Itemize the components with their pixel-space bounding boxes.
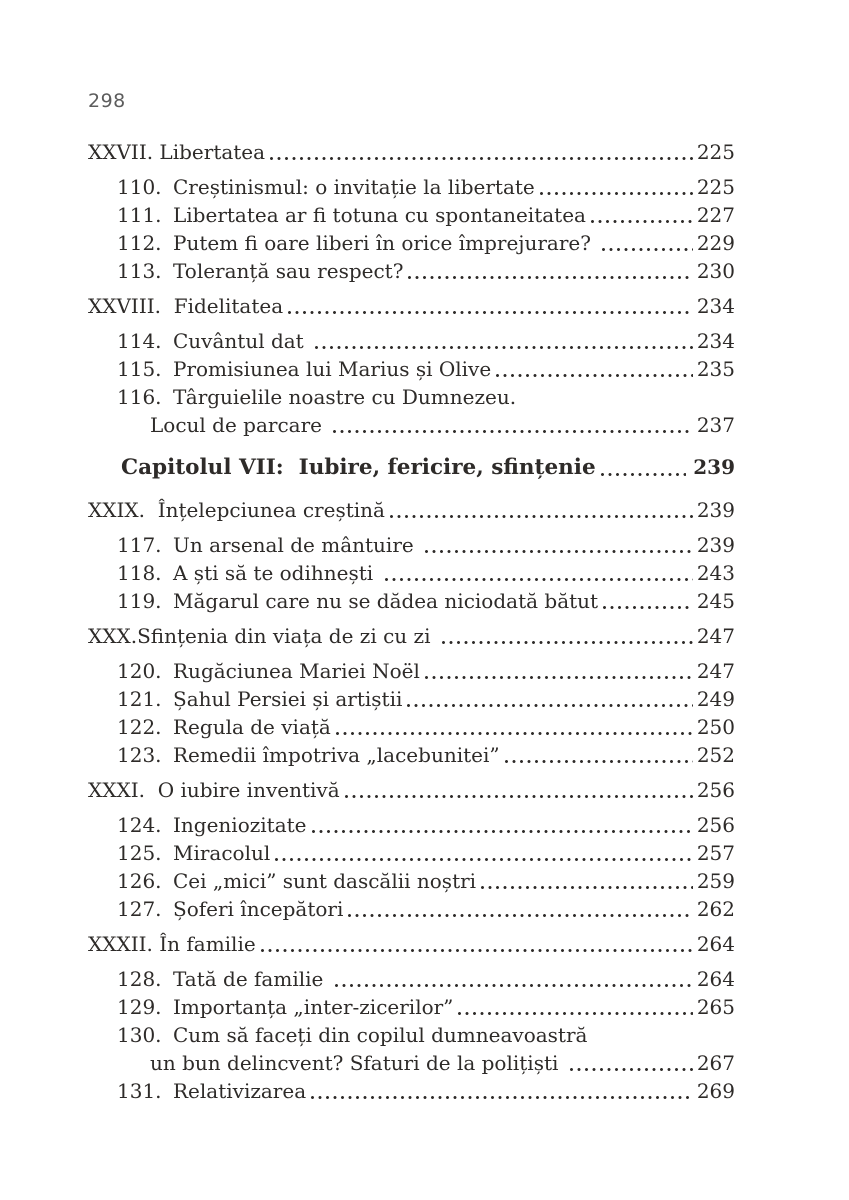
dot-leader: [603, 606, 693, 609]
entry-title: Importanța „inter-zicerilor”: [173, 995, 454, 1019]
entry-number: 124.: [117, 813, 162, 837]
dot-leader: [311, 1096, 693, 1099]
entry-title-continuation: un bun delincvent? Sfaturi de la polițiști: [150, 1051, 565, 1075]
toc-entry-row: [88, 713, 735, 741]
page-ref: 234: [696, 294, 735, 318]
page-folio: 298: [88, 90, 126, 112]
entry-number: 113.: [117, 259, 162, 283]
page-ref: 239: [696, 498, 735, 522]
section-title: XXIX. Înțelepciunea creștină: [88, 498, 385, 522]
entry-number: 112.: [117, 231, 162, 255]
dot-leader: [570, 1068, 693, 1071]
page-ref: 247: [696, 659, 735, 683]
entry-number: 129.: [117, 995, 162, 1019]
toc-entry-row: [88, 355, 735, 383]
dot-leader: [390, 515, 693, 518]
dot-leader: [270, 157, 693, 160]
toc-entry-continuation-row: [88, 411, 735, 439]
toc-entry-row: [88, 327, 735, 355]
dot-leader: [288, 311, 693, 314]
toc-entry-row: [88, 839, 735, 867]
entry-title: Libertatea ar fi totuna cu spontaneitatea: [173, 203, 586, 227]
entry-number: 120.: [117, 659, 162, 683]
section-title: XXVII. Libertatea: [88, 140, 266, 164]
page-ref: 245: [696, 589, 735, 613]
dot-leader: [275, 858, 693, 861]
page-ref: 262: [696, 897, 735, 921]
entry-number: 110.: [117, 175, 162, 199]
entry-title: Miracolul: [173, 841, 271, 865]
page-ref: 227: [696, 203, 735, 227]
entry-number: 119.: [117, 589, 162, 613]
page-ref: 235: [696, 357, 735, 381]
entry-title: Creștinismul: o invitație la libertate: [173, 175, 535, 199]
page-ref: 256: [696, 813, 735, 837]
toc-entry-row: [88, 867, 735, 895]
entry-title: Ingeniozitate: [173, 813, 307, 837]
entry-number: 121.: [117, 687, 162, 711]
dot-leader: [261, 949, 693, 952]
dot-leader: [601, 473, 687, 476]
page-ref: 250: [696, 715, 735, 739]
dot-leader: [458, 1012, 692, 1015]
entry-title: Remedii împotriva „lacebunitei”: [173, 743, 500, 767]
toc-section-row: [88, 622, 735, 650]
toc-entry-row: [88, 741, 735, 769]
toc-entry-row: [88, 895, 735, 923]
toc-entry-row: [88, 1021, 735, 1049]
dot-leader: [345, 795, 693, 798]
page-ref: 257: [696, 841, 735, 865]
dot-leader: [335, 984, 693, 987]
dot-leader: [602, 248, 692, 251]
page-ref: 225: [696, 140, 735, 164]
entry-title: Relativizarea: [173, 1079, 307, 1103]
dot-leader: [407, 704, 692, 707]
dot-leader: [312, 830, 693, 833]
page-ref: 265: [696, 995, 735, 1019]
entry-title: Târguielile noastre cu Dumnezeu.: [173, 385, 517, 409]
dot-leader: [481, 886, 693, 889]
toc-entry-row: [88, 993, 735, 1021]
entry-title: Cum să faceți din copilul dumneavoastră: [173, 1023, 588, 1047]
page-ref: 230: [696, 259, 735, 283]
toc-entry-row: [88, 173, 735, 201]
page-ref: 234: [696, 329, 735, 353]
page-ref: 264: [696, 967, 735, 991]
dot-leader: [425, 550, 693, 553]
entry-number: 114.: [117, 329, 162, 353]
entry-number: 131.: [117, 1079, 162, 1103]
toc-section-row: [88, 292, 735, 320]
entry-title: Un arsenal de mântuire: [173, 533, 421, 557]
page-ref: 267: [696, 1051, 735, 1075]
entry-number: 126.: [117, 869, 162, 893]
dot-leader: [496, 374, 693, 377]
section-title: XXXII. În familie: [88, 932, 256, 956]
toc-entry-row: [88, 201, 735, 229]
toc-section-row: [88, 776, 735, 804]
toc-entry-row: [88, 685, 735, 713]
entry-title: Măgarul care nu se dădea niciodată bătut: [173, 589, 599, 613]
entry-number: 123.: [117, 743, 162, 767]
dot-leader: [385, 578, 693, 581]
dot-leader: [315, 346, 693, 349]
toc-entry-row: [88, 811, 735, 839]
entry-number: 117.: [117, 533, 162, 557]
entry-number: 128.: [117, 967, 162, 991]
entry-title: Cei „mici” sunt dascălii noștri: [173, 869, 477, 893]
toc-entry-row: [88, 657, 735, 685]
section-title: XXXI. O iubire inventivă: [88, 778, 340, 802]
entry-number: 111.: [117, 203, 162, 227]
entry-title: Șahul Persiei și artiștii: [173, 687, 403, 711]
toc-section-row: [88, 138, 735, 166]
toc-entry-row: [88, 587, 735, 615]
toc-entry-row: [88, 229, 735, 257]
entry-title: Putem fi oare liberi în orice împrejurare?: [173, 231, 598, 255]
page-ref: 252: [696, 743, 735, 767]
entry-title: A ști să te odihnești: [173, 561, 380, 585]
page-ref: 247: [696, 624, 735, 648]
toc-list: [88, 138, 735, 1105]
page-ref: 264: [696, 932, 735, 956]
dot-leader: [425, 676, 693, 679]
page-ref: 259: [696, 869, 735, 893]
entry-title: Toleranță sau respect?: [173, 259, 404, 283]
page-ref: 243: [696, 561, 735, 585]
section-title: XXX.Sfințenia din viața de zi cu zi: [88, 624, 437, 648]
dot-leader: [505, 760, 693, 763]
entry-number: 115.: [117, 357, 162, 381]
dot-leader: [336, 732, 693, 735]
toc-section-row: [88, 930, 735, 958]
toc-section-row: [88, 496, 735, 524]
page-ref: 229: [696, 231, 735, 255]
entry-title: Șoferi începători: [173, 897, 344, 921]
toc-entry-continuation-row: [88, 1049, 735, 1077]
toc-entry-row: [88, 559, 735, 587]
entry-title-continuation: Locul de parcare: [150, 413, 329, 437]
entry-number: 130.: [117, 1023, 162, 1047]
toc-entry-row: [88, 257, 735, 285]
entry-number: 125.: [117, 841, 162, 865]
dot-leader: [442, 641, 693, 644]
page-ref: 225: [696, 175, 735, 199]
page-ref: 256: [696, 778, 735, 802]
entry-number: 127.: [117, 897, 162, 921]
entry-title: Cuvântul dat: [173, 329, 311, 353]
page-ref: 269: [696, 1079, 735, 1103]
toc-entry-row: [88, 383, 735, 411]
dot-leader: [408, 276, 692, 279]
page-ref: 237: [696, 413, 735, 437]
toc-entry-row: [88, 965, 735, 993]
entry-title: Regula de viață: [173, 715, 331, 739]
chapter-title: Capitolul VII: Iubire, fericire, sfințenie: [121, 455, 596, 480]
entry-number: 118.: [117, 561, 162, 585]
dot-leader: [333, 430, 692, 433]
page-ref: 239: [693, 455, 735, 479]
entry-number: 122.: [117, 715, 162, 739]
page-ref: 239: [696, 533, 735, 557]
toc-chapter-row: [88, 453, 735, 482]
entry-title: Promisiunea lui Marius și Olive: [173, 357, 492, 381]
page-ref: 249: [696, 687, 735, 711]
toc-entry-row: [88, 1077, 735, 1105]
dot-leader: [591, 220, 693, 223]
dot-leader: [540, 192, 693, 195]
section-title: XXVIII. Fidelitatea: [88, 294, 284, 318]
dot-leader: [348, 914, 692, 917]
toc-entry-row: [88, 531, 735, 559]
entry-number: 116.: [117, 385, 162, 409]
entry-title: Tată de familie: [173, 967, 330, 991]
entry-title: Rugăciunea Mariei Noël: [173, 659, 420, 683]
